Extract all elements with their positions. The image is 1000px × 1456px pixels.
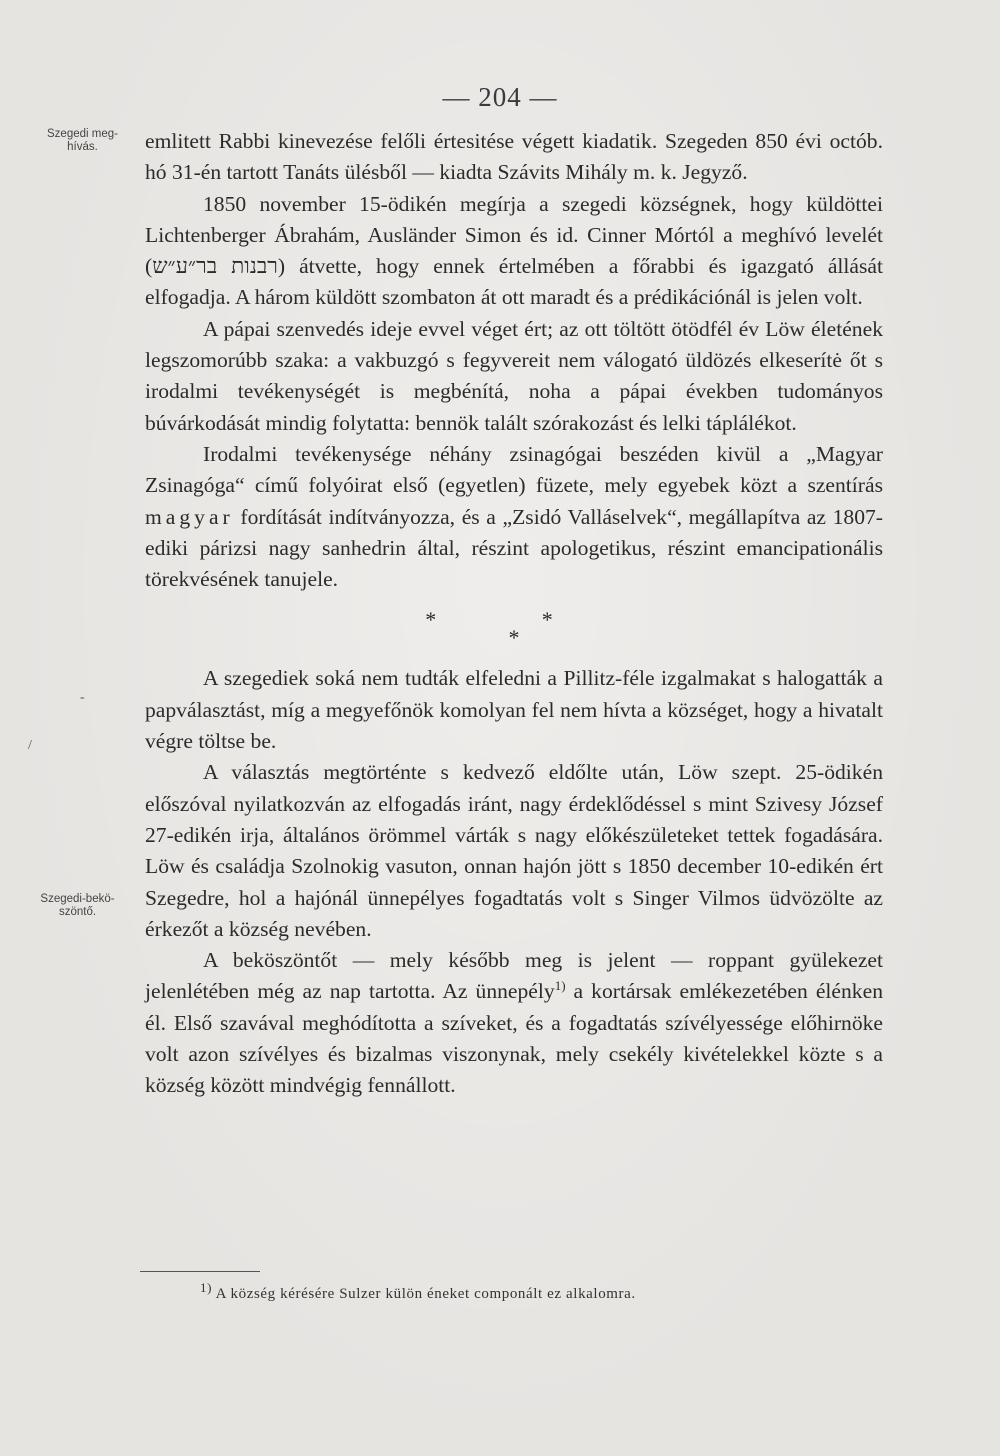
- margin-note-szegedi-bekoszonto: Szegedi-bekö- szöntő.: [40, 893, 115, 918]
- section-separator: [145, 597, 883, 659]
- paragraph-7-end: a kortársak emlékezetében élénken él. Első szavával meghódította a szíveket, és a fogadtatás szívélyessége előhirnöke volt azon szívélyes és bizalmas viszonynak, mely csekély kivételekkel közte s a község között mindvégig fennállott.: [145, 979, 883, 1098]
- asterisks-bottom: *: [508, 625, 520, 651]
- footnote-text: A község kérésére Sulzer külön éneket componált ez alkalomra.: [215, 1286, 636, 1302]
- paragraph-4-end: fordítását indítványozza, és a „Zsidó Valláselvek“, megállapítva az 1807-ediki párizsi nagy sanhedrin által, részint apologetikus, részint emancipationális törekvésének tanujele.: [145, 504, 883, 592]
- margin-slash-mark: /: [28, 738, 32, 753]
- asterisks-top: * *: [425, 607, 603, 633]
- footnote-rule: [140, 1271, 260, 1272]
- paragraph-7-start: A beköszöntőt — mely később meg is jelent — roppant gyülekezet jelenlétében még az nap tartotta. Az ünnepély: [145, 948, 883, 1004]
- paragraph-4-spaced-word: magyar: [145, 504, 234, 529]
- paragraph-3: A pápai szenvedés ideje evvel véget ért; az ott töltött ötödfél év Löw életének legszomorúbb szaka: a vakbuzgó s fegyvereit nem válogató üldözés elkeserítė őt s irodalmi tevékenységét is megbénítá, noha a pápai években tudományos búvárkodását mindig folytatta: bennök talált szórakozást és lelki táplálékot.: [145, 316, 883, 435]
- paragraph-1: emlitett Rabbi kinevezése felőli értesitése végett kiadatik. Szegeden 850 évi octób. hó 31-én tartott Tanáts ülésből — kiadta Szávits Mihály m. k. Jegyző.: [145, 129, 883, 185]
- body-text: [145, 126, 883, 1102]
- paragraph-6: A választás megtörténte s kedvező eldőlte után, Löw szept. 25-ödikén előszóval nyilatkozván az elfogadás iránt, nagy érdeklődéssel s mint Szivesy József 27-edikén irja, általános örömmel várták s nagy előkészületeket tettek fogadására. Löw és családja Szolnokig vasuton, onnan hajón jött s 1850 december 10-edikén ért Szegedre, hol a hajónál ünnepélyes fogadtatás volt s Singer Vilmos üdvözölte az érkezőt a község nevében.: [145, 760, 883, 941]
- page-number: — 204 —: [442, 82, 558, 112]
- margin-dash-mark: -: [80, 690, 85, 705]
- margin-note-szegedi-meghivas: Szegedi meg- hívás.: [47, 128, 118, 153]
- footnote: [200, 1280, 840, 1304]
- paragraph-4-start: Irodalmi tevékenysége néhány zsinagógai beszéden kivül a „Magyar Zsinagóga“ című folyóirat első (egyetlen) füzete, mely egyebek közt a szentírás: [145, 441, 883, 498]
- footnote-marker: 1): [200, 1280, 213, 1295]
- paragraph-7: [145, 945, 883, 1101]
- paragraph-4: [145, 439, 883, 595]
- paragraph-2: 1850 november 15-ödikén megírja a szegedi községnek, hogy küldöttei Lichtenberger Ábrahám, Ausländer Simon és id. Cinner Mórtól a meghívó levelét (רבנות בר״ע״ש) átvette, hogy ennek értelmében a főrabbi és igazgató állását elfogadja. A három küldött szombaton át ott maradt és a prédikációnál is jelen volt.: [145, 191, 883, 310]
- paragraph-5: A szegediek soká nem tudták elfeledni a Pillitz-féle izgalmakat s halogatták a papválasztást, míg a megyefőnök komolyan fel nem hívta a községet, hogy a hivatalt végre töltse be.: [145, 666, 883, 754]
- footnote-reference: 1): [554, 978, 566, 994]
